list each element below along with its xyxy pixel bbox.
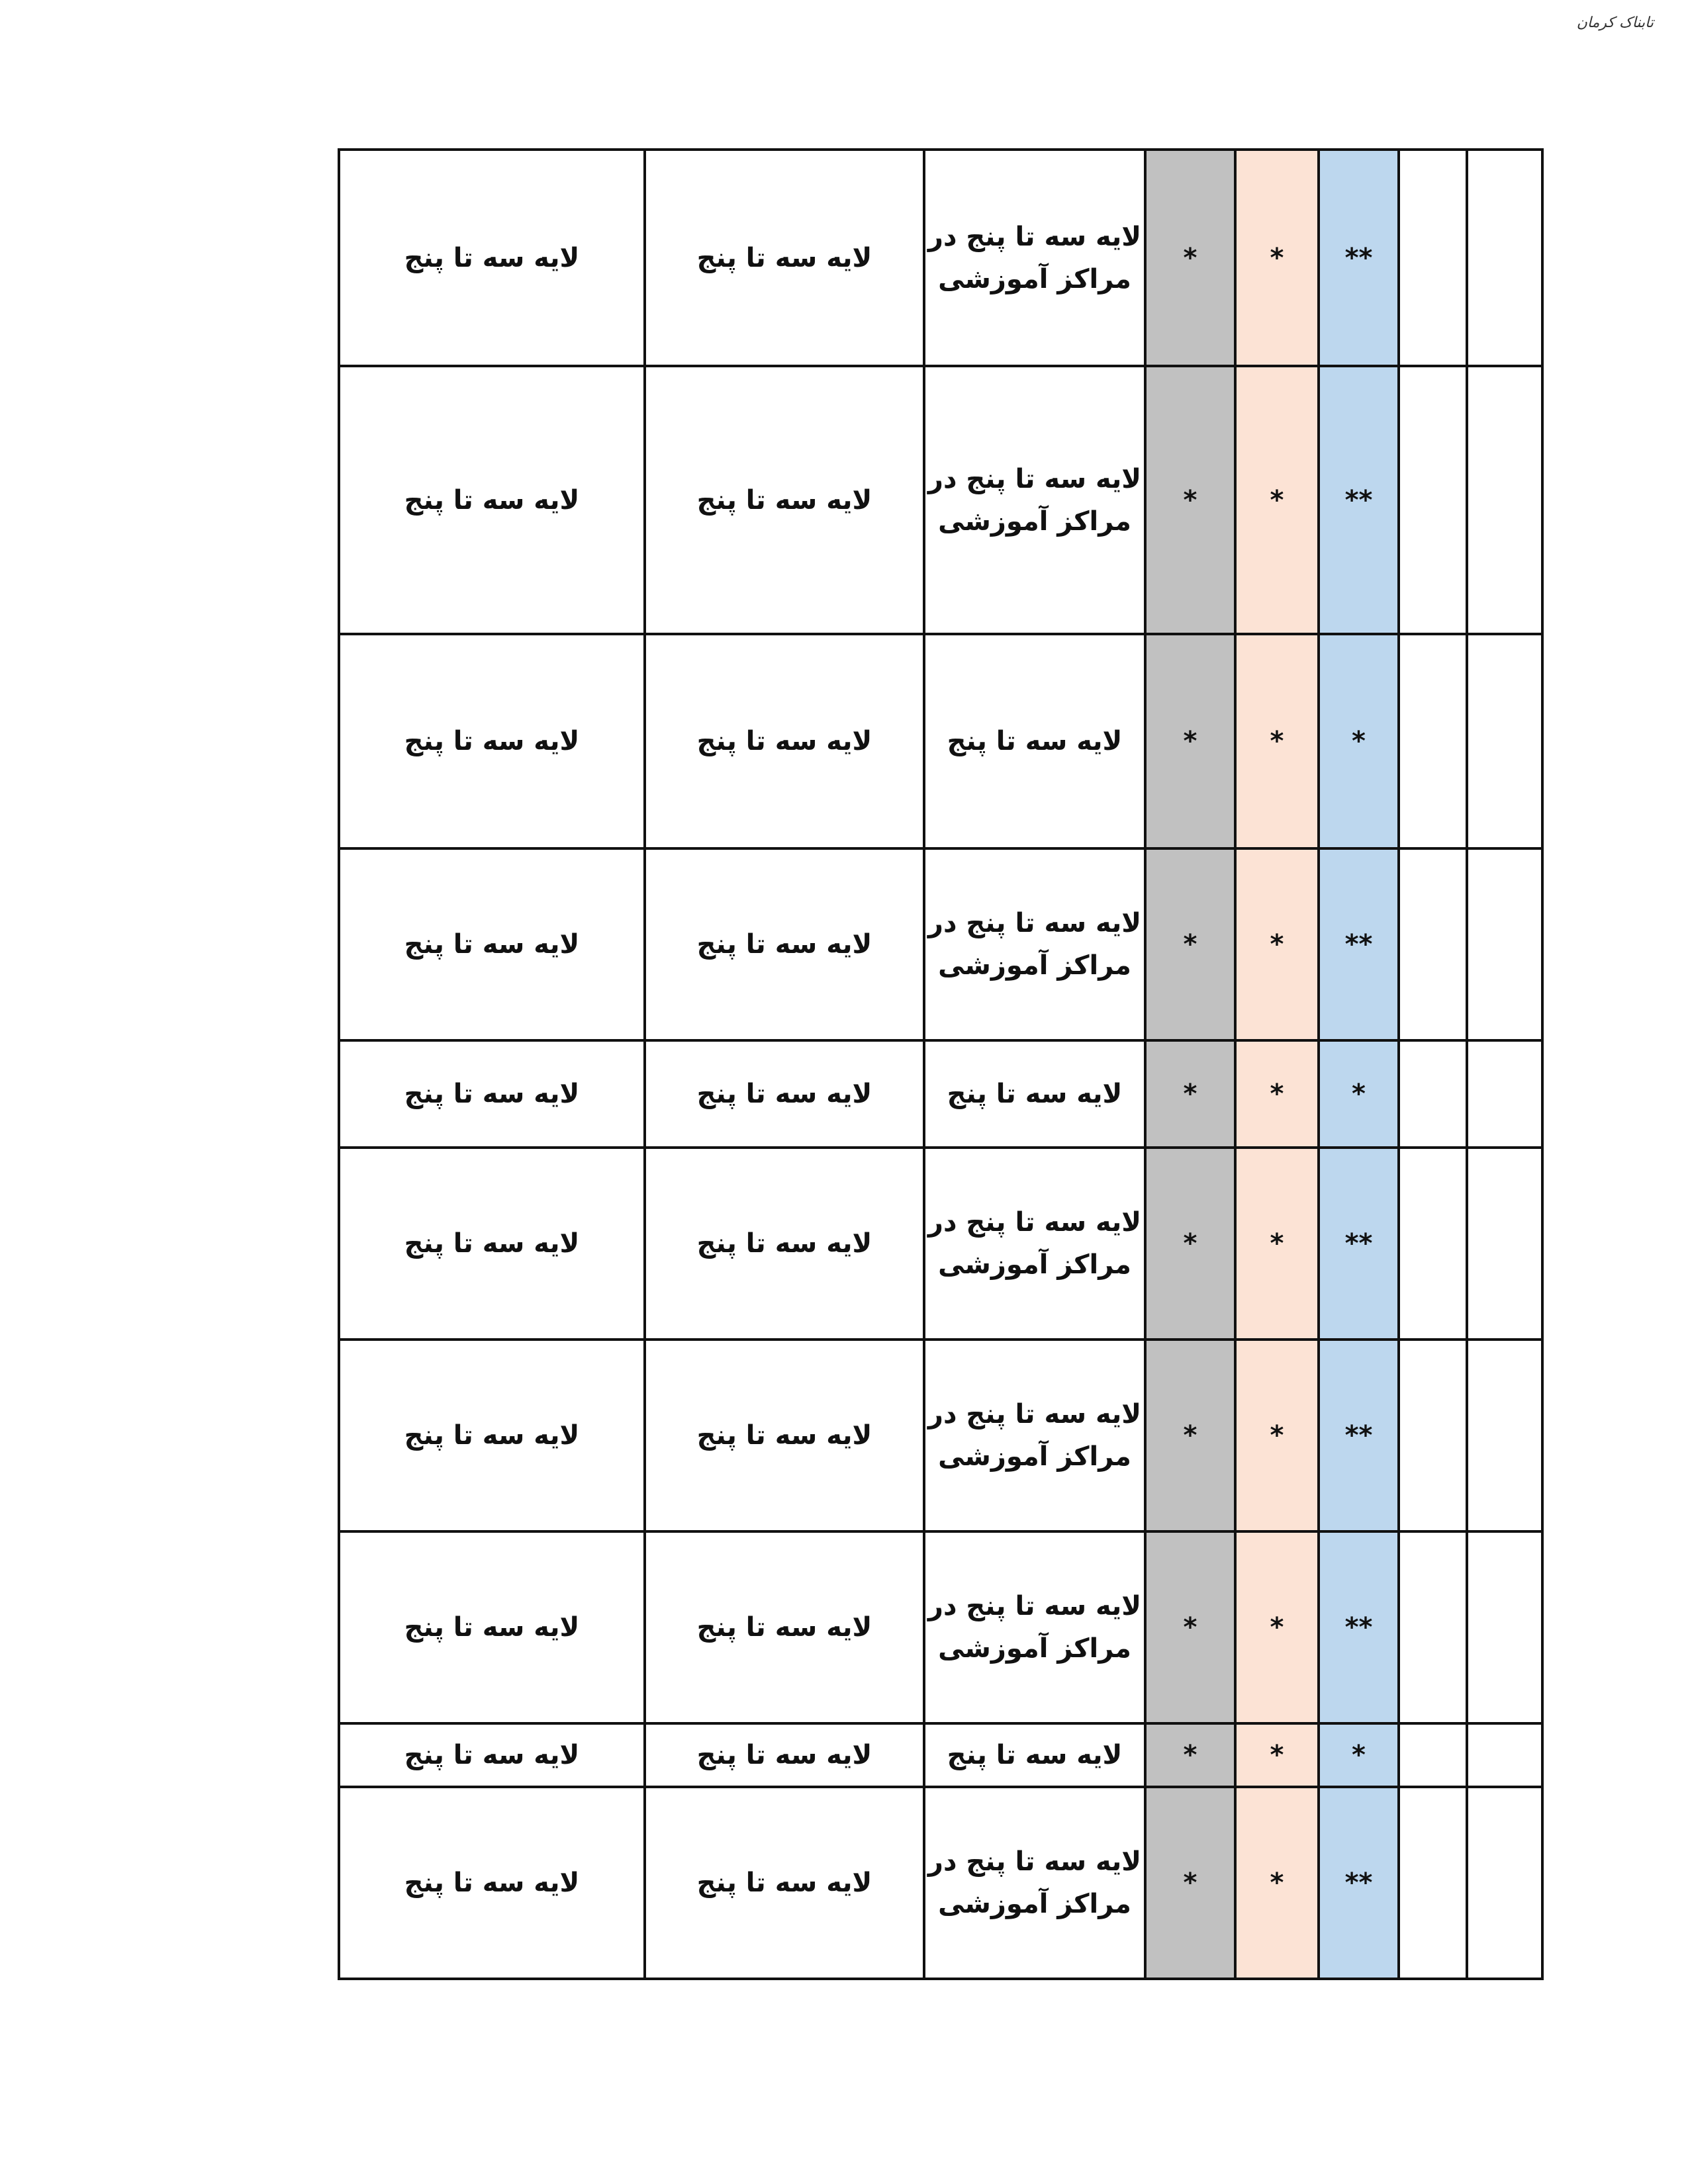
cell-empty (1399, 848, 1467, 1040)
table-row (339, 1723, 1542, 1787)
cell-empty (1467, 1040, 1542, 1148)
cell-star-peach: * (1235, 1723, 1319, 1787)
cell-star-peach: * (1235, 848, 1319, 1040)
cell-empty (1467, 366, 1542, 634)
cell-layer-col3: لایه سه تا پنج (924, 1040, 1145, 1148)
cell-star-gray: * (1145, 1787, 1235, 1979)
cell-empty (1467, 1340, 1542, 1531)
cell-star-gray: * (1145, 150, 1235, 366)
cell-star-blue: ** (1319, 1787, 1399, 1979)
cell-layer-col3: لایه سه تا پنج در مراکز آموزشی (924, 848, 1145, 1040)
cell-star-blue: ** (1319, 150, 1399, 366)
cell-empty (1467, 1723, 1542, 1787)
cell-star-peach: * (1235, 1340, 1319, 1531)
cell-star-peach: * (1235, 150, 1319, 366)
cell-star-gray: * (1145, 366, 1235, 634)
cell-layer-col1: لایه سه تا پنج (339, 634, 645, 848)
cell-layer-col3: لایه سه تا پنج (924, 1723, 1145, 1787)
cell-empty (1399, 1040, 1467, 1148)
cell-empty (1399, 1787, 1467, 1979)
cell-layer-col1: لایه سه تا پنج (339, 1723, 645, 1787)
cell-empty (1467, 634, 1542, 848)
watermark-logo: تابناک کرمان (1576, 15, 1654, 31)
cell-star-blue: ** (1319, 1340, 1399, 1531)
cell-layer-col2: لایه سه تا پنج (645, 1040, 924, 1148)
cell-layer-col1: لایه سه تا پنج (339, 1148, 645, 1340)
cell-empty (1467, 1531, 1542, 1723)
table-row (339, 366, 1542, 634)
cell-layer-col2: لایه سه تا پنج (645, 1787, 924, 1979)
cell-layer-col1: لایه سه تا پنج (339, 848, 645, 1040)
cell-empty (1399, 366, 1467, 634)
table-row (339, 634, 1542, 848)
cell-star-peach: * (1235, 1531, 1319, 1723)
cell-star-peach: * (1235, 1148, 1319, 1340)
cell-layer-col3: لایه سه تا پنج (924, 634, 1145, 848)
cell-layer-col3: لایه سه تا پنج در مراکز آموزشی (924, 1340, 1145, 1531)
table-row (339, 848, 1542, 1040)
cell-star-peach: * (1235, 1787, 1319, 1979)
cell-layer-col3: لایه سه تا پنج در مراکز آموزشی (924, 1787, 1145, 1979)
table-row (339, 1040, 1542, 1148)
cell-star-gray: * (1145, 1340, 1235, 1531)
cell-layer-col2: لایه سه تا پنج (645, 634, 924, 848)
cell-layer-col2: لایه سه تا پنج (645, 1148, 924, 1340)
cell-layer-col2: لایه سه تا پنج (645, 848, 924, 1040)
cell-empty (1467, 150, 1542, 366)
cell-layer-col3: لایه سه تا پنج در مراکز آموزشی (924, 366, 1145, 634)
cell-star-gray: * (1145, 1148, 1235, 1340)
cell-star-gray: * (1145, 848, 1235, 1040)
cell-layer-col1: لایه سه تا پنج (339, 150, 645, 366)
cell-star-blue: ** (1319, 1148, 1399, 1340)
cell-layer-col3: لایه سه تا پنج در مراکز آموزشی (924, 150, 1145, 366)
cell-star-blue: * (1319, 634, 1399, 848)
cell-star-gray: * (1145, 634, 1235, 848)
cell-star-peach: * (1235, 634, 1319, 848)
cell-layer-col3: لایه سه تا پنج در مراکز آموزشی (924, 1148, 1145, 1340)
cell-layer-col1: لایه سه تا پنج (339, 1040, 645, 1148)
layers-table (338, 148, 1544, 1980)
cell-empty (1399, 1340, 1467, 1531)
table-row (339, 1787, 1542, 1979)
table-row (339, 1148, 1542, 1340)
cell-empty (1399, 150, 1467, 366)
cell-layer-col2: لایه سه تا پنج (645, 366, 924, 634)
cell-star-blue: * (1319, 1723, 1399, 1787)
cell-layer-col1: لایه سه تا پنج (339, 1531, 645, 1723)
cell-empty (1467, 1148, 1542, 1340)
cell-empty (1467, 1787, 1542, 1979)
cell-layer-col2: لایه سه تا پنج (645, 1531, 924, 1723)
cell-empty (1399, 1723, 1467, 1787)
cell-star-blue: ** (1319, 848, 1399, 1040)
cell-star-blue: ** (1319, 366, 1399, 634)
cell-star-blue: * (1319, 1040, 1399, 1148)
cell-layer-col2: لایه سه تا پنج (645, 150, 924, 366)
cell-layer-col2: لایه سه تا پنج (645, 1723, 924, 1787)
table-row (339, 1531, 1542, 1723)
cell-empty (1399, 1531, 1467, 1723)
cell-layer-col3: لایه سه تا پنج در مراکز آموزشی (924, 1531, 1145, 1723)
cell-star-gray: * (1145, 1723, 1235, 1787)
cell-star-peach: * (1235, 1040, 1319, 1148)
cell-empty (1399, 1148, 1467, 1340)
cell-star-peach: * (1235, 366, 1319, 634)
cell-star-blue: ** (1319, 1531, 1399, 1723)
table-row (339, 150, 1542, 366)
cell-layer-col1: لایه سه تا پنج (339, 366, 645, 634)
table-row (339, 1340, 1542, 1531)
cell-empty (1467, 848, 1542, 1040)
cell-layer-col1: لایه سه تا پنج (339, 1340, 645, 1531)
cell-empty (1399, 634, 1467, 848)
cell-star-gray: * (1145, 1531, 1235, 1723)
cell-star-gray: * (1145, 1040, 1235, 1148)
cell-layer-col1: لایه سه تا پنج (339, 1787, 645, 1979)
cell-layer-col2: لایه سه تا پنج (645, 1340, 924, 1531)
